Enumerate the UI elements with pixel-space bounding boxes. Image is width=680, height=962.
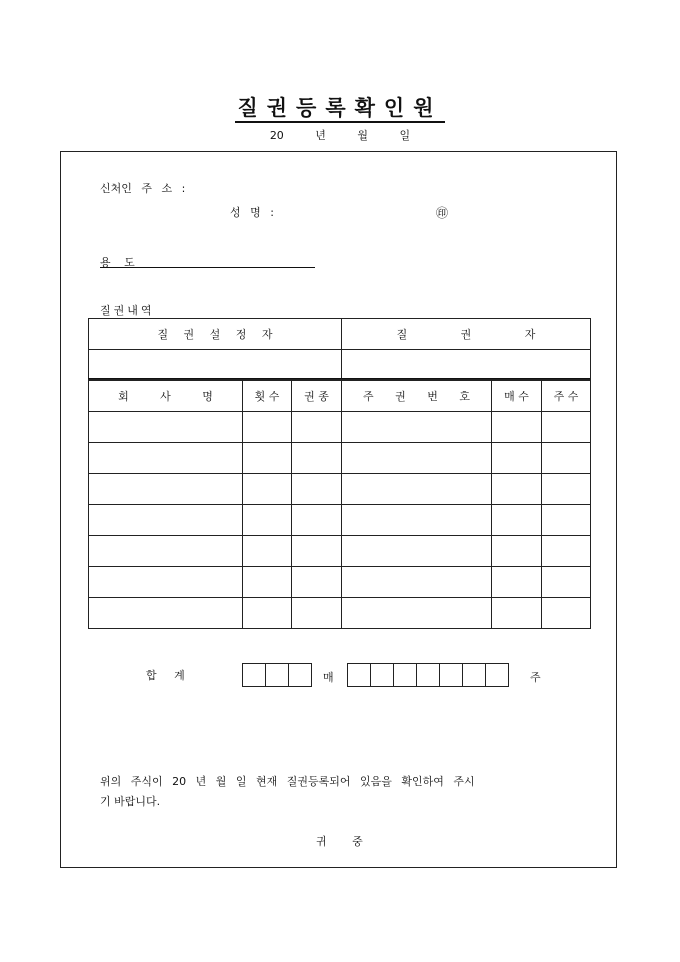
- address-label: 신처인 주 소 :: [100, 182, 186, 195]
- seal-mark: ㊞: [436, 206, 449, 220]
- addressee: 귀 중: [316, 835, 363, 848]
- table-row: [89, 598, 591, 629]
- name-label: 성 명 :: [230, 206, 274, 219]
- digit-box: [288, 663, 312, 687]
- digit-box: [347, 663, 371, 687]
- pledgor-header: 질 권 설 정 자: [89, 319, 342, 350]
- table-row: [89, 412, 591, 443]
- col-count: 횟 수: [243, 381, 292, 412]
- pledgor-value: [89, 350, 342, 380]
- col-type: 권 종: [292, 381, 342, 412]
- digit-box: [242, 663, 266, 687]
- table-row: [89, 567, 591, 598]
- digit-box: [462, 663, 486, 687]
- sheets-unit: 매: [323, 671, 334, 684]
- col-company: 회 사 명: [89, 381, 243, 412]
- pledgee-header: 질 권 자: [342, 319, 591, 350]
- party-table: [88, 318, 591, 380]
- table-row: [89, 536, 591, 567]
- sheets-boxes: [243, 663, 312, 687]
- statement-line-1: 위의 주식이 20 년 월 일 현재 질권등록되어 있음을 확인하여 주시: [100, 775, 475, 788]
- digit-box: [416, 663, 440, 687]
- shares-boxes: [348, 663, 509, 687]
- shares-unit: 주: [530, 671, 541, 684]
- digit-box: [393, 663, 417, 687]
- purpose-label: 용 도: [100, 256, 135, 269]
- table-header-row: [89, 381, 591, 412]
- digit-box: [485, 663, 509, 687]
- total-label: 합 계: [146, 669, 185, 682]
- purpose-underline: [100, 267, 315, 268]
- details-label: 질권내역: [100, 304, 155, 317]
- document-title: [0, 92, 680, 122]
- col-shares: 주 수: [542, 381, 591, 412]
- pledgee-value: [342, 350, 591, 380]
- statement-line-2: 기 바랍니다.: [100, 795, 161, 808]
- digit-box: [439, 663, 463, 687]
- table-divider: [88, 378, 590, 379]
- digit-box: [370, 663, 394, 687]
- col-sheets: 매 수: [492, 381, 542, 412]
- digit-box: [265, 663, 289, 687]
- col-certificate-no: 주 권 번 호: [342, 381, 492, 412]
- holdings-table: [88, 380, 591, 629]
- table-row: [89, 474, 591, 505]
- table-row: [89, 443, 591, 474]
- document-title-text: 질권등록확인원: [235, 96, 444, 123]
- table-row: [89, 505, 591, 536]
- date-line: 20 년 월 일: [269, 129, 411, 142]
